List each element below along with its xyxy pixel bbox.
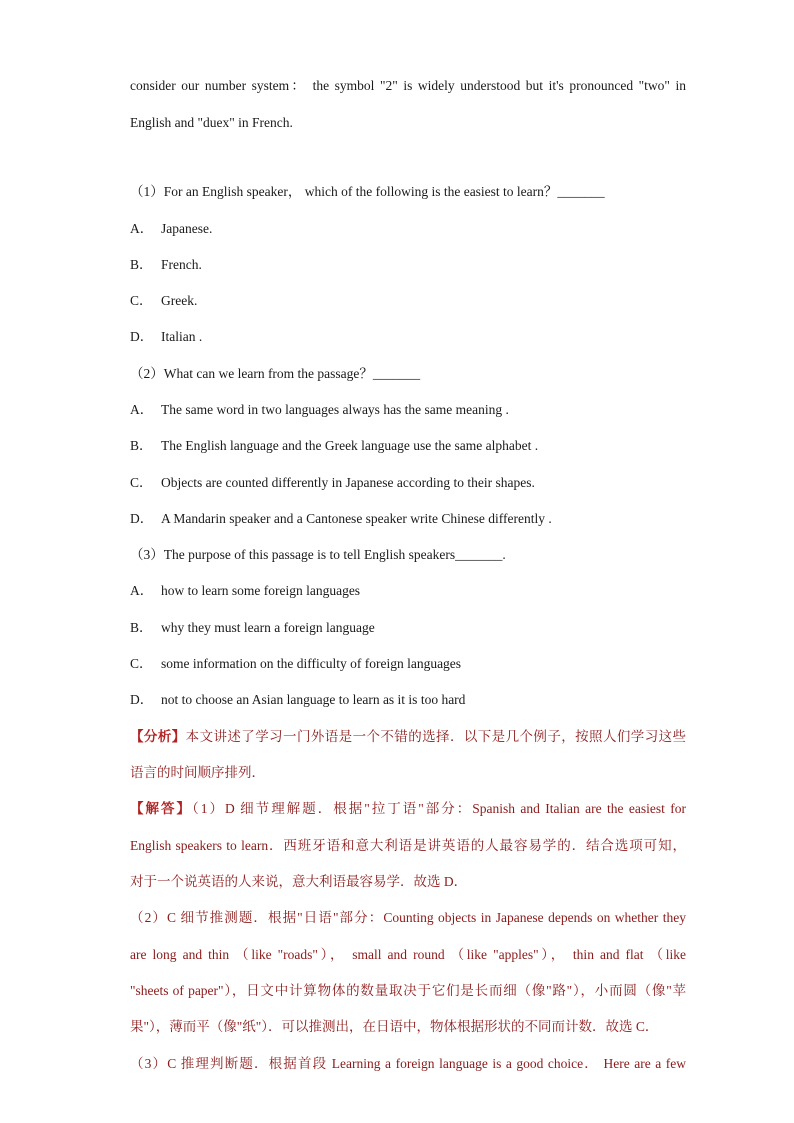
option-text: Italian .: [161, 329, 203, 344]
question-2-option-b: [130, 436, 686, 456]
option-letter: B．: [130, 438, 153, 453]
answer-line-7: 果"），薄而平（像"纸"）．可以推测出，在日语中，物体根据形状的不同而计数．故选 C．: [130, 1019, 659, 1034]
option-text: Greek.: [161, 293, 198, 308]
question-3-option-c: [130, 654, 686, 674]
option-letter: A．: [130, 221, 154, 236]
option-text: French.: [161, 257, 202, 272]
option-text: A Mandarin speaker and a Cantonese speaker write Chinese differently .: [161, 511, 552, 526]
question-1-option-d: [130, 327, 686, 347]
question-2-option-c: [130, 473, 686, 493]
option-text: Objects are counted differently in Japanese according to their shapes.: [161, 475, 535, 490]
option-letter: D．: [130, 511, 154, 526]
analysis-text: 本文讲述了学习一门外语是一个不错的选择．以下是几个例子，按照人们学习这些: [185, 729, 687, 744]
question-3-stem: （3）The purpose of this passage is to tell English speakers_______.: [130, 547, 506, 562]
option-letter: D．: [130, 329, 154, 344]
option-letter: B．: [130, 620, 153, 635]
option-text: why they must learn a foreign language: [161, 620, 375, 635]
option-text: not to choose an Asian language to learn as it is too hard: [161, 692, 466, 707]
question-3-option-d: [130, 690, 686, 710]
option-text: The same word in two languages always has the same meaning .: [161, 402, 509, 417]
answer-text: （1）D 细节理解题．根据"拉丁语"部分：Spanish and Italian are the easiest for: [192, 801, 687, 816]
option-letter: D．: [130, 692, 154, 707]
option-text: some information on the difficulty of foreign languages: [161, 656, 462, 671]
question-3-option-b: [130, 618, 686, 638]
answer-line-8: （3）C 推理判断题．根据首段 Learning a foreign language is a good choice． Here are a few: [130, 1056, 686, 1071]
intro-line-2: English and "duex" in French.: [130, 115, 293, 130]
answer-line-2: English speakers to learn．西班牙语和意大利语是讲英语的人最容易学的．结合选项可知，: [130, 838, 686, 853]
question-2-option-d: [130, 509, 686, 529]
analysis-line-1: [130, 727, 686, 747]
option-letter: C．: [130, 475, 153, 490]
answer-line-6: "sheets of paper"），日文中计算物体的数量取决于它们是长而细（像"路"），小而圆（像"苹: [130, 983, 686, 998]
answer-label: 【解答】: [130, 801, 193, 816]
answer-line-3: 对于一个说英语的人来说，意大利语最容易学．故选 D．: [130, 874, 468, 889]
option-letter: C．: [130, 293, 153, 308]
option-letter: A．: [130, 402, 154, 417]
answer-line-5: are long and thin （like "roads"）， small and round （like "apples"）， thin and flat （like: [130, 947, 686, 962]
analysis-label: 【分析】: [130, 729, 186, 744]
question-1-option-c: [130, 291, 686, 311]
question-2-option-a: [130, 400, 686, 420]
option-text: The English language and the Greek language use the same alphabet .: [161, 438, 539, 453]
intro-line-1: consider our number system： the symbol "2" is widely understood but it's pronounced "two" in: [130, 78, 686, 93]
question-1-option-b: [130, 255, 686, 275]
option-text: Japanese.: [161, 221, 213, 236]
question-2-stem: （2）What can we learn from the passage？_______: [130, 366, 421, 381]
option-text: how to learn some foreign languages: [161, 583, 361, 598]
analysis-line-2: 语言的时间顺序排列．: [130, 765, 265, 780]
option-letter: C．: [130, 656, 153, 671]
answer-line-1: [130, 799, 686, 819]
answer-line-4: （2）C 细节推测题．根据"日语"部分：Counting objects in Japanese depends on whether they: [130, 910, 686, 925]
option-letter: B．: [130, 257, 153, 272]
question-1-option-a: [130, 219, 686, 239]
question-3-option-a: [130, 581, 686, 601]
option-letter: A．: [130, 583, 154, 598]
question-1-stem: （1）For an English speaker， which of the following is the easiest to learn？_______: [130, 184, 605, 199]
